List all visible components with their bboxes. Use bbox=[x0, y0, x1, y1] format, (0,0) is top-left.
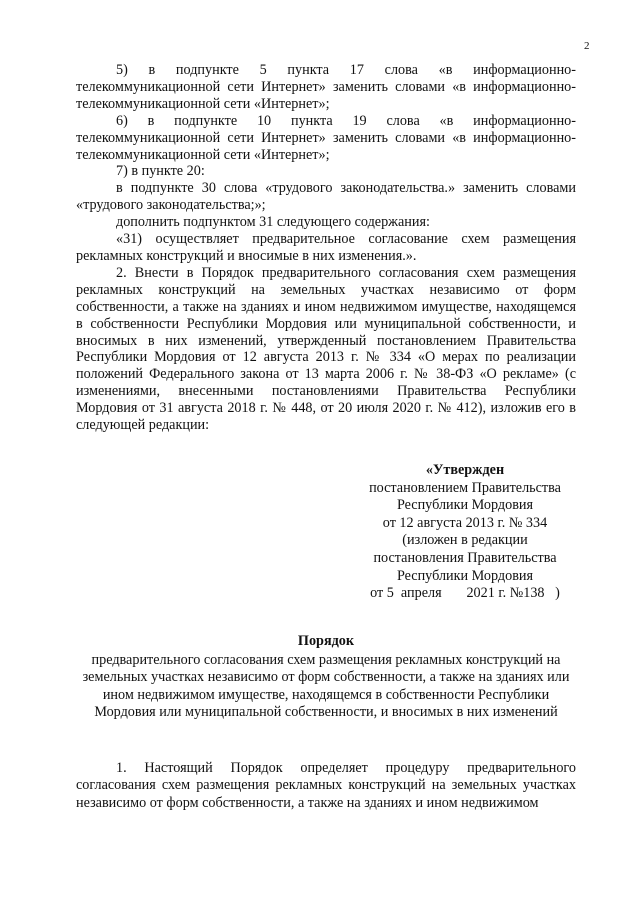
order-subtitle: предварительного согласования схем размещения рекламных конструкций на земельных участках независимо от форм собственности, а также на зданиях или ином недвижимом имуществе, находящемся в собственности Республики Мордовия или муниципальной собственности, и вносимых в них изменений bbox=[82, 651, 570, 720]
amendment-item-7: 7) в пункте 20: bbox=[116, 163, 205, 180]
approval-line: Республики Мордовия bbox=[396, 497, 534, 514]
amendment-section-2: 2. Внести в Порядок предварительного согласования схем размещения рекламных конструкций на земельных участках независимо от форм собственности, а также на зданиях и ином недвижимом имуществе, находящемся в собственности Республики Мордовия или муниципальной собственности, и вносимых в них изменений, утвержденный постановлением Правительства Республики Мордовия от 12 августа 2013 г. № 334 «О мерах по реализации положений Федерального закона от 13 марта 2006 г. № 38-ФЗ «О рекламе» (с изменениями, внесенными постановлениями Правительства Республики Мордовия от 31 августа 2018 г. № 448, от 20 июля 2020 г. № 412), изложив его в следующей редакции: bbox=[76, 264, 576, 434]
section-1-paragraph: 1. Настоящий Порядок определяет процедуру предварительного согласования схем размещения рекламных конструкций на земельных участках независимо от форм собственности, а также на зданиях и ином недвижимом bbox=[76, 760, 576, 811]
approval-line: постановлением Правительства bbox=[369, 479, 561, 496]
amendment-item-31-text: «31) осуществляет предварительное согласование схем размещения рекламных конструкций и вносимые в них изменения.». bbox=[76, 231, 576, 264]
approval-line: Республики Мордовия bbox=[396, 567, 534, 584]
amendment-add-31: дополнить подпунктом 31 следующего содержания: bbox=[116, 214, 430, 231]
approval-heading: «Утвержден bbox=[425, 462, 505, 478]
amendments-text bbox=[76, 62, 576, 434]
amendment-item-5: 5) в подпункте 5 пункта 17 слова «в информационно-телекоммуникационной сети Интернет» заменить словами «в информационно-телекоммуникационной сети «Интернет»; bbox=[76, 62, 576, 112]
approval-signature-date: от 5 апреля 2021 г. №138 ) bbox=[370, 585, 560, 602]
approval-line: от 12 августа 2013 г. № 334 bbox=[382, 514, 548, 531]
order-title-block bbox=[76, 633, 576, 722]
amendment-item-6: 6) в подпункте 10 пункта 19 слова «в информационно-телекоммуникационной сети Интернет» заменить словами «в информационно-телекоммуникационной сети «Интернет»; bbox=[76, 112, 576, 163]
order-title: Порядок bbox=[297, 633, 355, 649]
amendment-subitem-30: в подпункте 30 слова «трудового законодательства.» заменить словами «трудового законодательства;»; bbox=[76, 180, 576, 214]
approval-line: постановления Правительства bbox=[373, 549, 557, 566]
page-number: 2 bbox=[584, 40, 590, 52]
approval-stamp-block bbox=[345, 462, 585, 603]
section-1-text bbox=[76, 760, 576, 812]
approval-line: (изложен в редакции bbox=[402, 532, 528, 549]
